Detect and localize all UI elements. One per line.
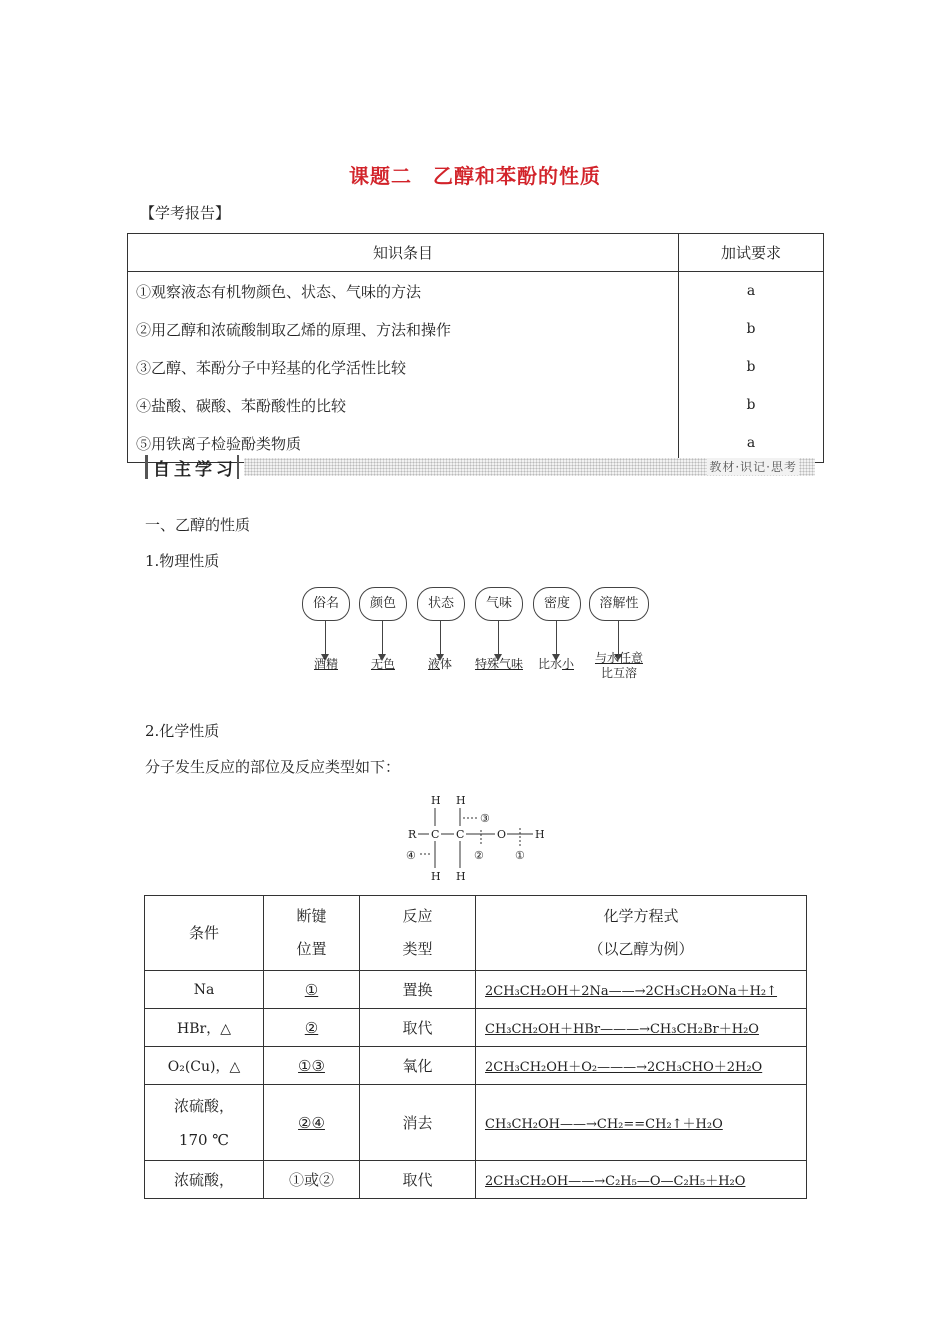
flow-arrow	[440, 620, 441, 658]
report-header-level: 加试要求	[679, 234, 824, 272]
atom-label: H	[431, 870, 441, 883]
table-row	[128, 272, 824, 311]
flow-output: 比水小	[537, 657, 575, 671]
report-item: ⑤用铁离子检验酚类物质	[128, 424, 679, 463]
report-header-row	[128, 234, 824, 272]
flow-node: 颜色	[359, 587, 407, 621]
flow-node: 气味	[475, 587, 523, 621]
bond-cell: ②	[264, 1009, 360, 1047]
flow-node: 状态	[417, 587, 465, 621]
report-item: ①观察液态有机物颜色、状态、气味的方法	[128, 272, 679, 311]
type-cell: 取代	[360, 1161, 476, 1199]
type-cell: 取代	[360, 1009, 476, 1047]
report-level: b	[679, 310, 824, 348]
flow-node: 密度	[533, 587, 581, 621]
flow-output: 无色	[370, 657, 395, 671]
table-row	[128, 310, 824, 348]
flow-arrow	[325, 620, 326, 658]
table-row	[128, 386, 824, 424]
flow-output: 酒精	[313, 657, 338, 671]
page-title: 课题二 乙醇和苯酚的性质	[349, 164, 601, 188]
equation-cell: 2CH₃CH₂OH＋2Na——→2CH₃CH₂ONa＋H₂↑	[476, 971, 807, 1009]
atom-label: O	[497, 828, 507, 841]
table-row	[145, 1161, 807, 1199]
report-level: b	[679, 348, 824, 386]
flow-node: 溶解性	[589, 587, 649, 621]
atom-label: R	[408, 828, 417, 841]
intro-text: 分子发生反应的部位及反应类型如下：	[145, 758, 401, 776]
section-banner	[145, 455, 815, 479]
bond-cell: ①③	[264, 1047, 360, 1085]
atom-label: C	[456, 828, 465, 841]
type-cell: 氧化	[360, 1047, 476, 1085]
table-row	[145, 971, 807, 1009]
header-condition: 条件	[145, 896, 264, 971]
bond-cell: ②④	[264, 1085, 360, 1161]
condition-cell: 浓硫酸，	[145, 1161, 264, 1199]
equation-cell: CH₃CH₂OH＋HBr———→CH₃CH₂Br＋H₂O	[476, 1009, 807, 1047]
banner-right-label: 教材·识记·思考	[709, 460, 797, 474]
equation-cell: 2CH₃CH₂OH——→C₂H₅—O—C₂H₅＋H₂O	[476, 1161, 807, 1199]
report-header-item: 知识条目	[128, 234, 679, 272]
banner-left-bar	[145, 455, 148, 479]
report-level: b	[679, 386, 824, 424]
report-label: 【学考报告】	[140, 204, 231, 222]
header-equation: 化学方程式 （以乙醇为例）	[476, 896, 807, 971]
site-label: ②	[474, 849, 484, 862]
site-label: ④	[406, 849, 416, 862]
equation-cell: 2CH₃CH₂OH＋O₂———→2CH₃CHO＋2H₂O	[476, 1047, 807, 1085]
table-row	[128, 348, 824, 386]
type-cell: 置换	[360, 971, 476, 1009]
reaction-header-row	[145, 896, 807, 971]
subsection-heading: 1.物理性质	[145, 552, 220, 570]
flow-arrow	[498, 620, 499, 658]
table-row	[145, 1047, 807, 1085]
site-label: ①	[515, 849, 525, 862]
flow-node: 俗名	[302, 587, 350, 621]
reaction-table	[144, 895, 807, 1199]
atom-label: H	[535, 828, 545, 841]
flow-output: 与水任意 比互溶	[594, 651, 643, 680]
flow-output: 液体	[427, 657, 453, 671]
table-row	[145, 1009, 807, 1047]
header-type: 反应 类型	[360, 896, 476, 971]
banner-label: 自主学习	[153, 460, 237, 480]
report-item: ③乙醇、苯酚分子中羟基的化学活性比较	[128, 348, 679, 386]
report-item: ②用乙醇和浓硫酸制取乙烯的原理、方法和操作	[128, 310, 679, 348]
table-row	[145, 1085, 807, 1161]
physical-properties-diagram	[300, 587, 660, 687]
bond-cell: ①	[264, 971, 360, 1009]
subsection-heading: 2.化学性质	[145, 722, 220, 740]
ethanol-structure-diagram	[400, 786, 560, 886]
header-bond: 断键 位置	[264, 896, 360, 971]
section-heading: 一、乙醇的性质	[145, 516, 251, 534]
atom-label: H	[456, 870, 466, 883]
report-level: a	[679, 424, 824, 463]
atom-label: H	[431, 794, 441, 807]
flow-output: 特殊气味	[474, 657, 523, 671]
condition-cell: O₂(Cu)，△	[145, 1047, 264, 1085]
banner-divider	[237, 455, 239, 479]
report-item: ④盐酸、碳酸、苯酚酸性的比较	[128, 386, 679, 424]
bond-cell: ①或②	[264, 1161, 360, 1199]
equation-cell: CH₃CH₂OH——→CH₂==CH₂↑＋H₂O	[476, 1085, 807, 1161]
report-table	[127, 233, 824, 463]
type-cell: 消去	[360, 1085, 476, 1161]
condition-cell: 浓硫酸， 170 ℃	[145, 1085, 264, 1161]
atom-label: H	[456, 794, 466, 807]
flow-arrow	[382, 620, 383, 658]
site-label: ③	[480, 812, 490, 825]
atom-label: C	[431, 828, 440, 841]
condition-cell: Na	[145, 971, 264, 1009]
condition-cell: HBr，△	[145, 1009, 264, 1047]
flow-arrow	[556, 620, 557, 658]
report-level: a	[679, 272, 824, 311]
